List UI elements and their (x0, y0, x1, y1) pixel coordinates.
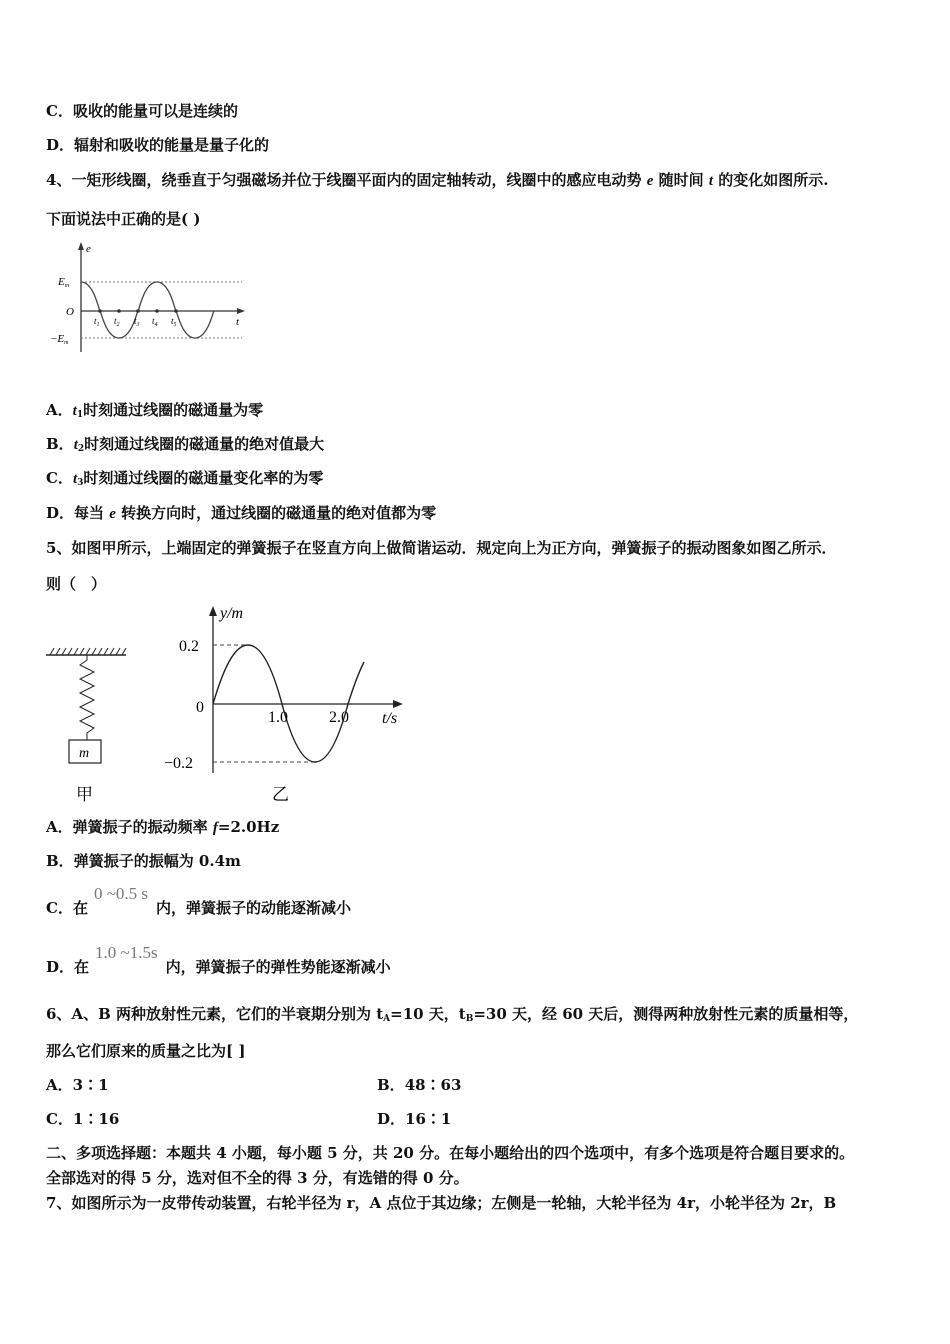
svg-text:t3: $t_3$ (134, 316, 140, 328)
variable-t: t (708, 173, 714, 189)
time-range-formula: 1.0 ~1.5s (95, 943, 158, 962)
q6-stem-line2 (46, 1041, 245, 1061)
option-label: A． (46, 818, 73, 836)
section2-instructions-line2 (46, 1168, 469, 1188)
option-text: 时刻通过线圈的磁通量的绝对值最大 (84, 435, 325, 453)
stem-text: 下面说法中正确的是( ) (46, 210, 201, 228)
variable: t (72, 403, 77, 419)
variable: e (109, 506, 116, 522)
q5-option-a (46, 817, 279, 838)
option-text: 弹簧振子的振动频率 (72, 818, 208, 836)
question-number: 6、 (46, 1005, 72, 1023)
stem-text: =30 天，经 60 天后，测得两种放射性元素的质量相等， (473, 1005, 859, 1023)
q3-option-c (46, 101, 238, 121)
mass-label: m (79, 746, 90, 761)
svg-text:t4: $t_4$ (152, 316, 158, 328)
option-label: C． (46, 469, 73, 487)
q6-stem-line1 (46, 1004, 858, 1029)
section-text: 全部选对的得 5 分，选对但不全的得 3 分，有选错的得 0 分。 (46, 1169, 469, 1187)
svg-text:t5: $t_5$ (171, 316, 177, 328)
option-value: =2.0Hz (217, 818, 280, 836)
option-text: 每当 (74, 504, 105, 522)
origin-label: 0 (196, 699, 204, 716)
option-text: 弹簧振子的振幅为 0.4m (73, 852, 241, 870)
figure-caption-yi: 乙 (272, 785, 289, 804)
x-tick-2: 2.0 (329, 709, 349, 726)
section2-instructions-line1 (46, 1143, 854, 1163)
min-label: −Em (50, 333, 69, 346)
q4-option-c (46, 468, 323, 493)
option-label: B． (46, 852, 74, 870)
question-number: 5、 (46, 539, 72, 557)
y-axis-label: y/m (220, 605, 244, 622)
q7-stem (46, 1193, 836, 1213)
option-label: A． (46, 401, 73, 419)
option-text: 在 (72, 899, 88, 917)
subscript: B (465, 1014, 474, 1024)
question-number: 4、 (46, 171, 72, 189)
q6-option-a (46, 1075, 109, 1095)
option-label: C． (46, 102, 73, 120)
option-text: 转换方向时，通过线圈的磁通量的绝对值都为零 (121, 504, 437, 522)
spring-oscillator-figure (44, 640, 134, 810)
option-label: D． (46, 958, 75, 976)
stem-text: 的变化如图所示. (718, 171, 829, 189)
option-text: 时刻通过线圈的磁通量变化率的为零 (83, 469, 324, 487)
q4-option-a (46, 400, 263, 425)
q4-stem-line1 (46, 170, 828, 191)
q3-option-d (46, 135, 269, 155)
option-label: B． (46, 435, 74, 453)
option-label: D． (377, 1110, 406, 1128)
q4-emf-graph (44, 240, 254, 355)
variable: t (72, 471, 78, 487)
q6-option-d (377, 1109, 451, 1129)
option-text: 16∶1 (405, 1110, 452, 1128)
q5-option-b (46, 851, 241, 871)
stem-text: 如图所示为一皮带传动装置，右轮半径为 r，A 点位于其边缘；左侧是一轮轴，大轮半径为 4r，小轮半径为 2r，B (71, 1194, 837, 1212)
option-text: 时刻通过线圈的磁通量为零 (83, 401, 264, 419)
option-label: C． (46, 899, 73, 917)
x-axis-label: t (236, 316, 240, 328)
x-axis-label: t/s (382, 710, 398, 727)
subscript: A (383, 1014, 391, 1024)
option-label: B． (377, 1076, 405, 1094)
section-text: 二、多项选择题：本题共 4 小题，每小题 5 分，共 20 分。在每小题给出的四个选项中，有多个选项是符合题目要求的。 (46, 1144, 855, 1162)
option-text: 3∶1 (72, 1076, 109, 1094)
svg-text:t2: $t_2$ (114, 316, 120, 328)
q5-stem-line1 (46, 538, 836, 558)
option-label: D． (46, 504, 75, 522)
subscript: 3 (77, 478, 84, 488)
question-number: 7、 (46, 1194, 72, 1212)
stem-text: 随时间 (658, 171, 704, 189)
variable-f: f (212, 820, 218, 836)
stem-text: 如图甲所示，上端固定的弹簧振子在竖直方向上做简谐运动．规定向上为正方向，弹簧振子的振动图象如图乙所示． (71, 539, 837, 557)
option-text: 内，弹簧振子的动能逐渐减小 (156, 899, 352, 917)
figure-caption-jia: 甲 (76, 785, 93, 804)
q5-stem-line2 (46, 574, 106, 594)
q6-option-c (46, 1109, 119, 1129)
vibration-graph (160, 600, 410, 810)
variable: t (73, 437, 78, 453)
option-text: 辐射和吸收的能量是量子化的 (74, 136, 270, 154)
q6-option-b (377, 1075, 461, 1095)
variable-e: e (646, 173, 654, 189)
option-text: 在 (74, 958, 90, 976)
q4-stem-line2 (46, 209, 200, 229)
stem-text: =10 天，t (390, 1005, 466, 1023)
option-label: A． (46, 1076, 73, 1094)
option-label: D． (46, 136, 75, 154)
x-tick-1: 1.0 (268, 709, 288, 726)
q4-option-d (46, 503, 436, 524)
q4-option-b (46, 434, 324, 459)
option-text: 1∶16 (72, 1110, 120, 1128)
option-text: 内，弹簧振子的弹性势能逐渐减小 (165, 958, 391, 976)
stem-text: 那么它们原来的质量之比为[ ] (46, 1042, 246, 1060)
subscript: 1 (76, 410, 84, 420)
q5-option-c (46, 884, 352, 918)
max-label: Em (58, 276, 70, 289)
y-max-label: 0.2 (179, 638, 199, 655)
y-min-label: −0.2 (164, 755, 194, 772)
y-axis-label: e (86, 243, 91, 255)
svg-text:t1: $t_1$ (94, 316, 100, 328)
option-text: 48∶63 (404, 1076, 462, 1094)
stem-text: 一矩形线圈，绕垂直于匀强磁场并位于线圈平面内的固定轴转动，线圈中的感应电动势 (71, 171, 642, 189)
origin-label: O (66, 306, 74, 318)
option-label: C． (46, 1110, 73, 1128)
option-text: 吸收的能量可以是连续的 (72, 102, 238, 120)
stem-text: 则（ ） (46, 575, 107, 593)
subscript: 2 (77, 444, 85, 454)
stem-text: A、B 两种放射性元素，它们的半衰期分别为 t (71, 1005, 384, 1023)
q5-option-d (46, 943, 391, 977)
time-range-formula: 0 ~0.5 s (93, 884, 149, 903)
